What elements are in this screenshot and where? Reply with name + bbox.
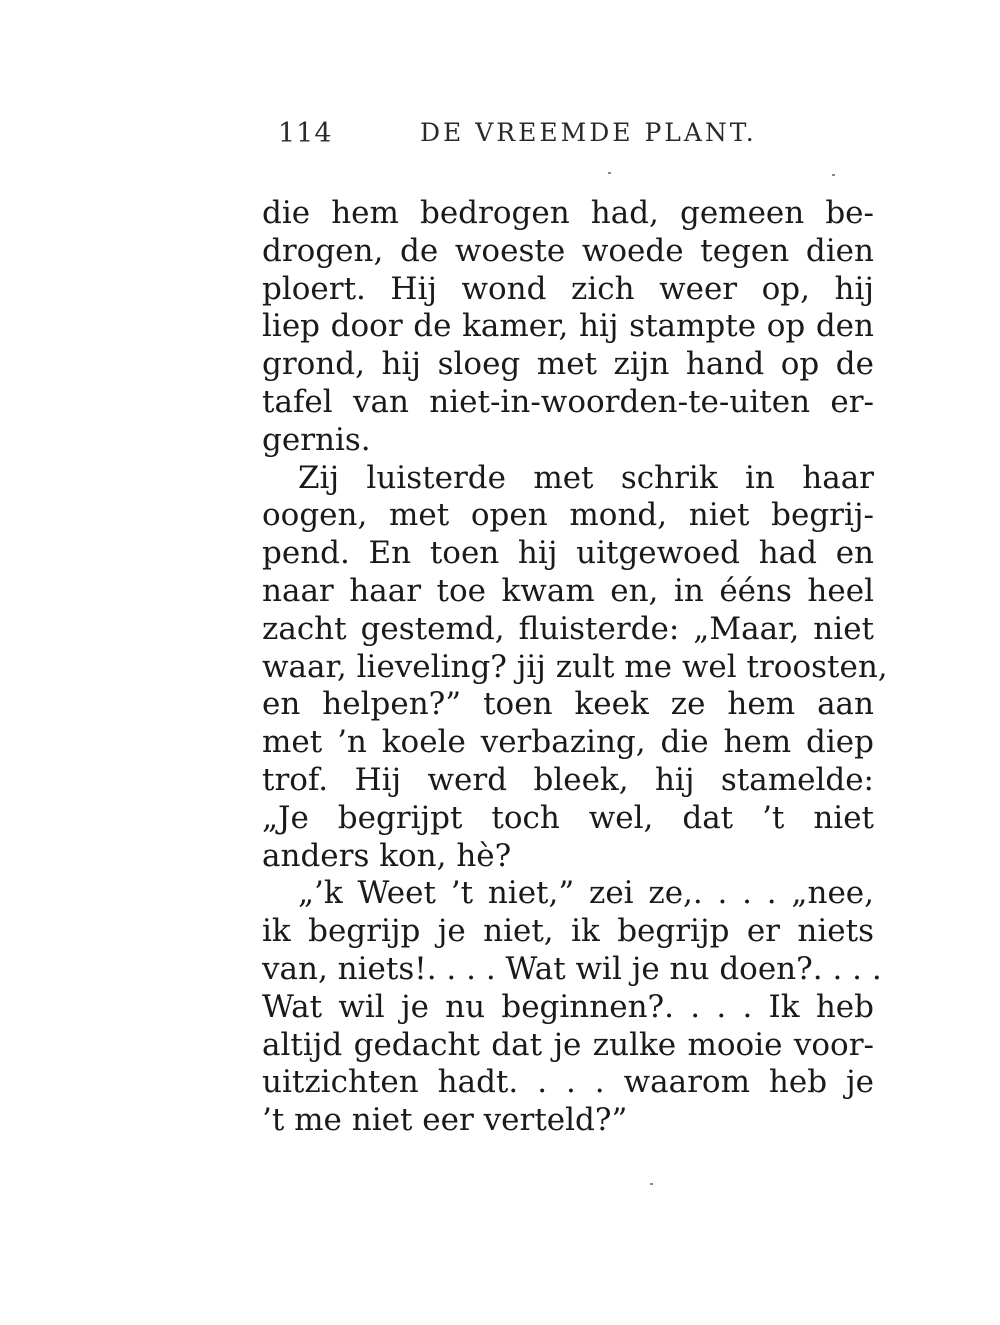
text-line: oogen, met open mond, niet begrij- [262, 497, 874, 534]
text-line: trof. Hij werd bleek, hij stamelde: [262, 761, 874, 798]
body-text [262, 195, 888, 1140]
text-line: anders kon, hè? [262, 837, 512, 874]
text-line: naar haar toe kwam en, in ééns heel [262, 572, 874, 609]
text-line: „Je begrijpt toch wel, dat ’t niet [262, 799, 874, 836]
text-line: liep door de kamer, hij stampte op den [262, 308, 874, 345]
page-number: 114 [278, 118, 333, 149]
text-line: gernis. [262, 421, 371, 458]
text-line: met ’n koele verbazing, die hem diep [262, 724, 874, 761]
scan-speck [832, 174, 835, 176]
running-head [270, 118, 870, 158]
text-line: pend. En toen hij uitgewoed had en [262, 535, 874, 572]
paragraph-start-line: „’k Weet ’t niet,” zei ze,. . . . „nee, [298, 875, 874, 912]
text-line: grond, hij sloeg met zijn hand op de [262, 346, 874, 383]
text-line: zacht gestemd, fluisterde: „Maar, niet [262, 610, 874, 647]
paragraph-start-line: Zij luisterde met schrik in haar [298, 459, 874, 496]
text-line: uitzichten hadt. . . . waarom heb je [262, 1064, 874, 1101]
text-line: en helpen?” toen keek ze hem aan [262, 686, 874, 723]
text-line: tafel van niet-in-woorden-te-uiten er- [262, 383, 874, 420]
text-line: drogen, de woeste woede tegen dien [262, 232, 874, 269]
text-line: ploert. Hij wond zich weer op, hij [262, 270, 874, 307]
book-title: DE VREEMDE PLANT. [420, 118, 757, 147]
text-line: ik begrijp je niet, ik begrijp er niets [262, 913, 874, 950]
text-line: waar, lieveling? jij zult me wel troosten, [262, 648, 888, 685]
text-line: van, niets!. . . . Wat wil je nu doen?. . . . [262, 950, 882, 987]
scan-speck [650, 1183, 653, 1185]
scan-speck [608, 172, 611, 174]
text-line: ’t me niet eer verteld?” [262, 1102, 628, 1139]
text-line: Wat wil je nu beginnen?. . . . Ik heb [262, 988, 874, 1025]
text-line: die hem bedrogen had, gemeen be- [262, 195, 874, 231]
text-line: altijd gedacht dat je zulke mooie voor- [262, 1026, 874, 1063]
